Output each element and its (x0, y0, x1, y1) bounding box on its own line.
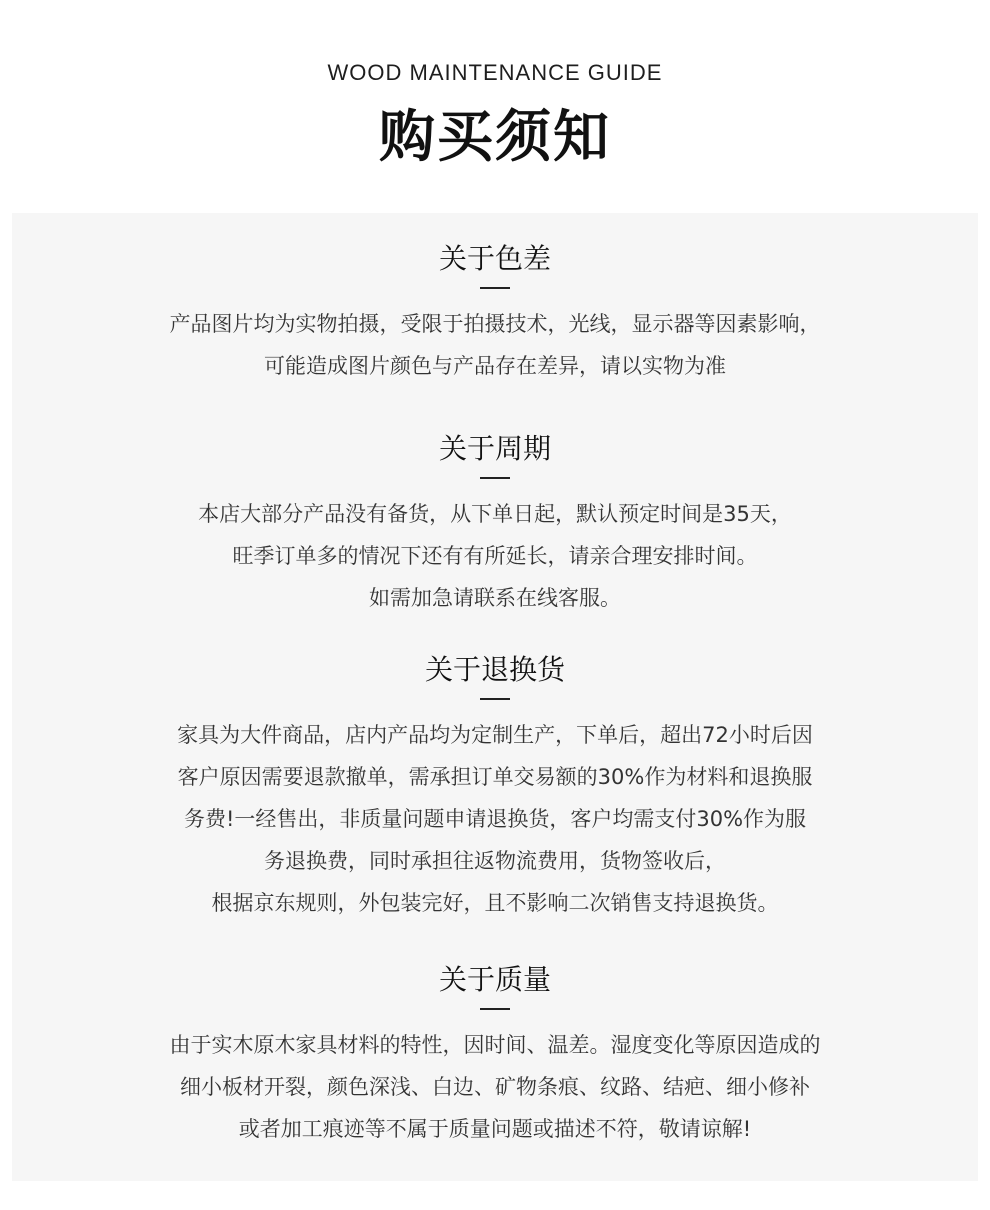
section-line: 由于实木原木家具材料的特性，因时间、温差。湿度变化等原因造成的 (169, 1033, 821, 1057)
section-quality (0, 962, 990, 1150)
section-body (0, 714, 990, 924)
section-delivery-period (0, 431, 990, 619)
section-line: 如需加急请联系在线客服。 (369, 586, 621, 610)
section-line: 家具为大件商品，店内产品均为定制生产，下单后，超出72小时后因 (177, 723, 813, 747)
section-line: 或者加工痕迹等不属于质量问题或描述不符，敬请谅解! (238, 1117, 752, 1141)
section-body (0, 493, 990, 619)
section-returns (0, 652, 990, 924)
section-line: 务退换费，同时承担往返物流费用，货物签收后， (264, 849, 726, 873)
section-line: 细小板材开裂，颜色深浅、白边、矿物条痕、纹路、结疤、细小修补 (180, 1075, 810, 1099)
guide-subtitle: WOOD MAINTENANCE GUIDE (327, 60, 663, 85)
section-title: 关于色差 (438, 242, 551, 275)
section-line: 务费!一经售出，非质量问题申请退换货，客户均需支付30%作为服 (183, 807, 807, 831)
section-line: 产品图片均为实物拍摄，受限于拍摄技术，光线，显示器等因素影响， (169, 312, 821, 336)
page-title: 购买须知 (379, 105, 611, 170)
section-divider (480, 1008, 510, 1010)
section-body (0, 303, 990, 387)
section-body (0, 1024, 990, 1150)
section-divider (480, 477, 510, 479)
section-title: 关于退换货 (424, 653, 565, 686)
section-line: 旺季订单多的情况下还有有所延长，请亲合理安排时间。 (232, 544, 758, 568)
section-divider (480, 287, 510, 289)
section-title: 关于质量 (438, 963, 551, 996)
section-divider (480, 698, 510, 700)
section-title: 关于周期 (438, 432, 551, 465)
section-line: 本店大部分产品没有备货，从下单日起，默认预定时间是35天， (198, 502, 792, 526)
section-line: 根据京东规则，外包装完好，且不影响二次销售支持退换货。 (211, 891, 779, 915)
section-line: 可能造成图片颜色与产品存在差异，请以实物为准 (264, 354, 726, 378)
section-line: 客户原因需要退款撤单，需承担订单交易额的30%作为材料和退换服 (177, 765, 813, 789)
section-color-difference (0, 241, 990, 387)
